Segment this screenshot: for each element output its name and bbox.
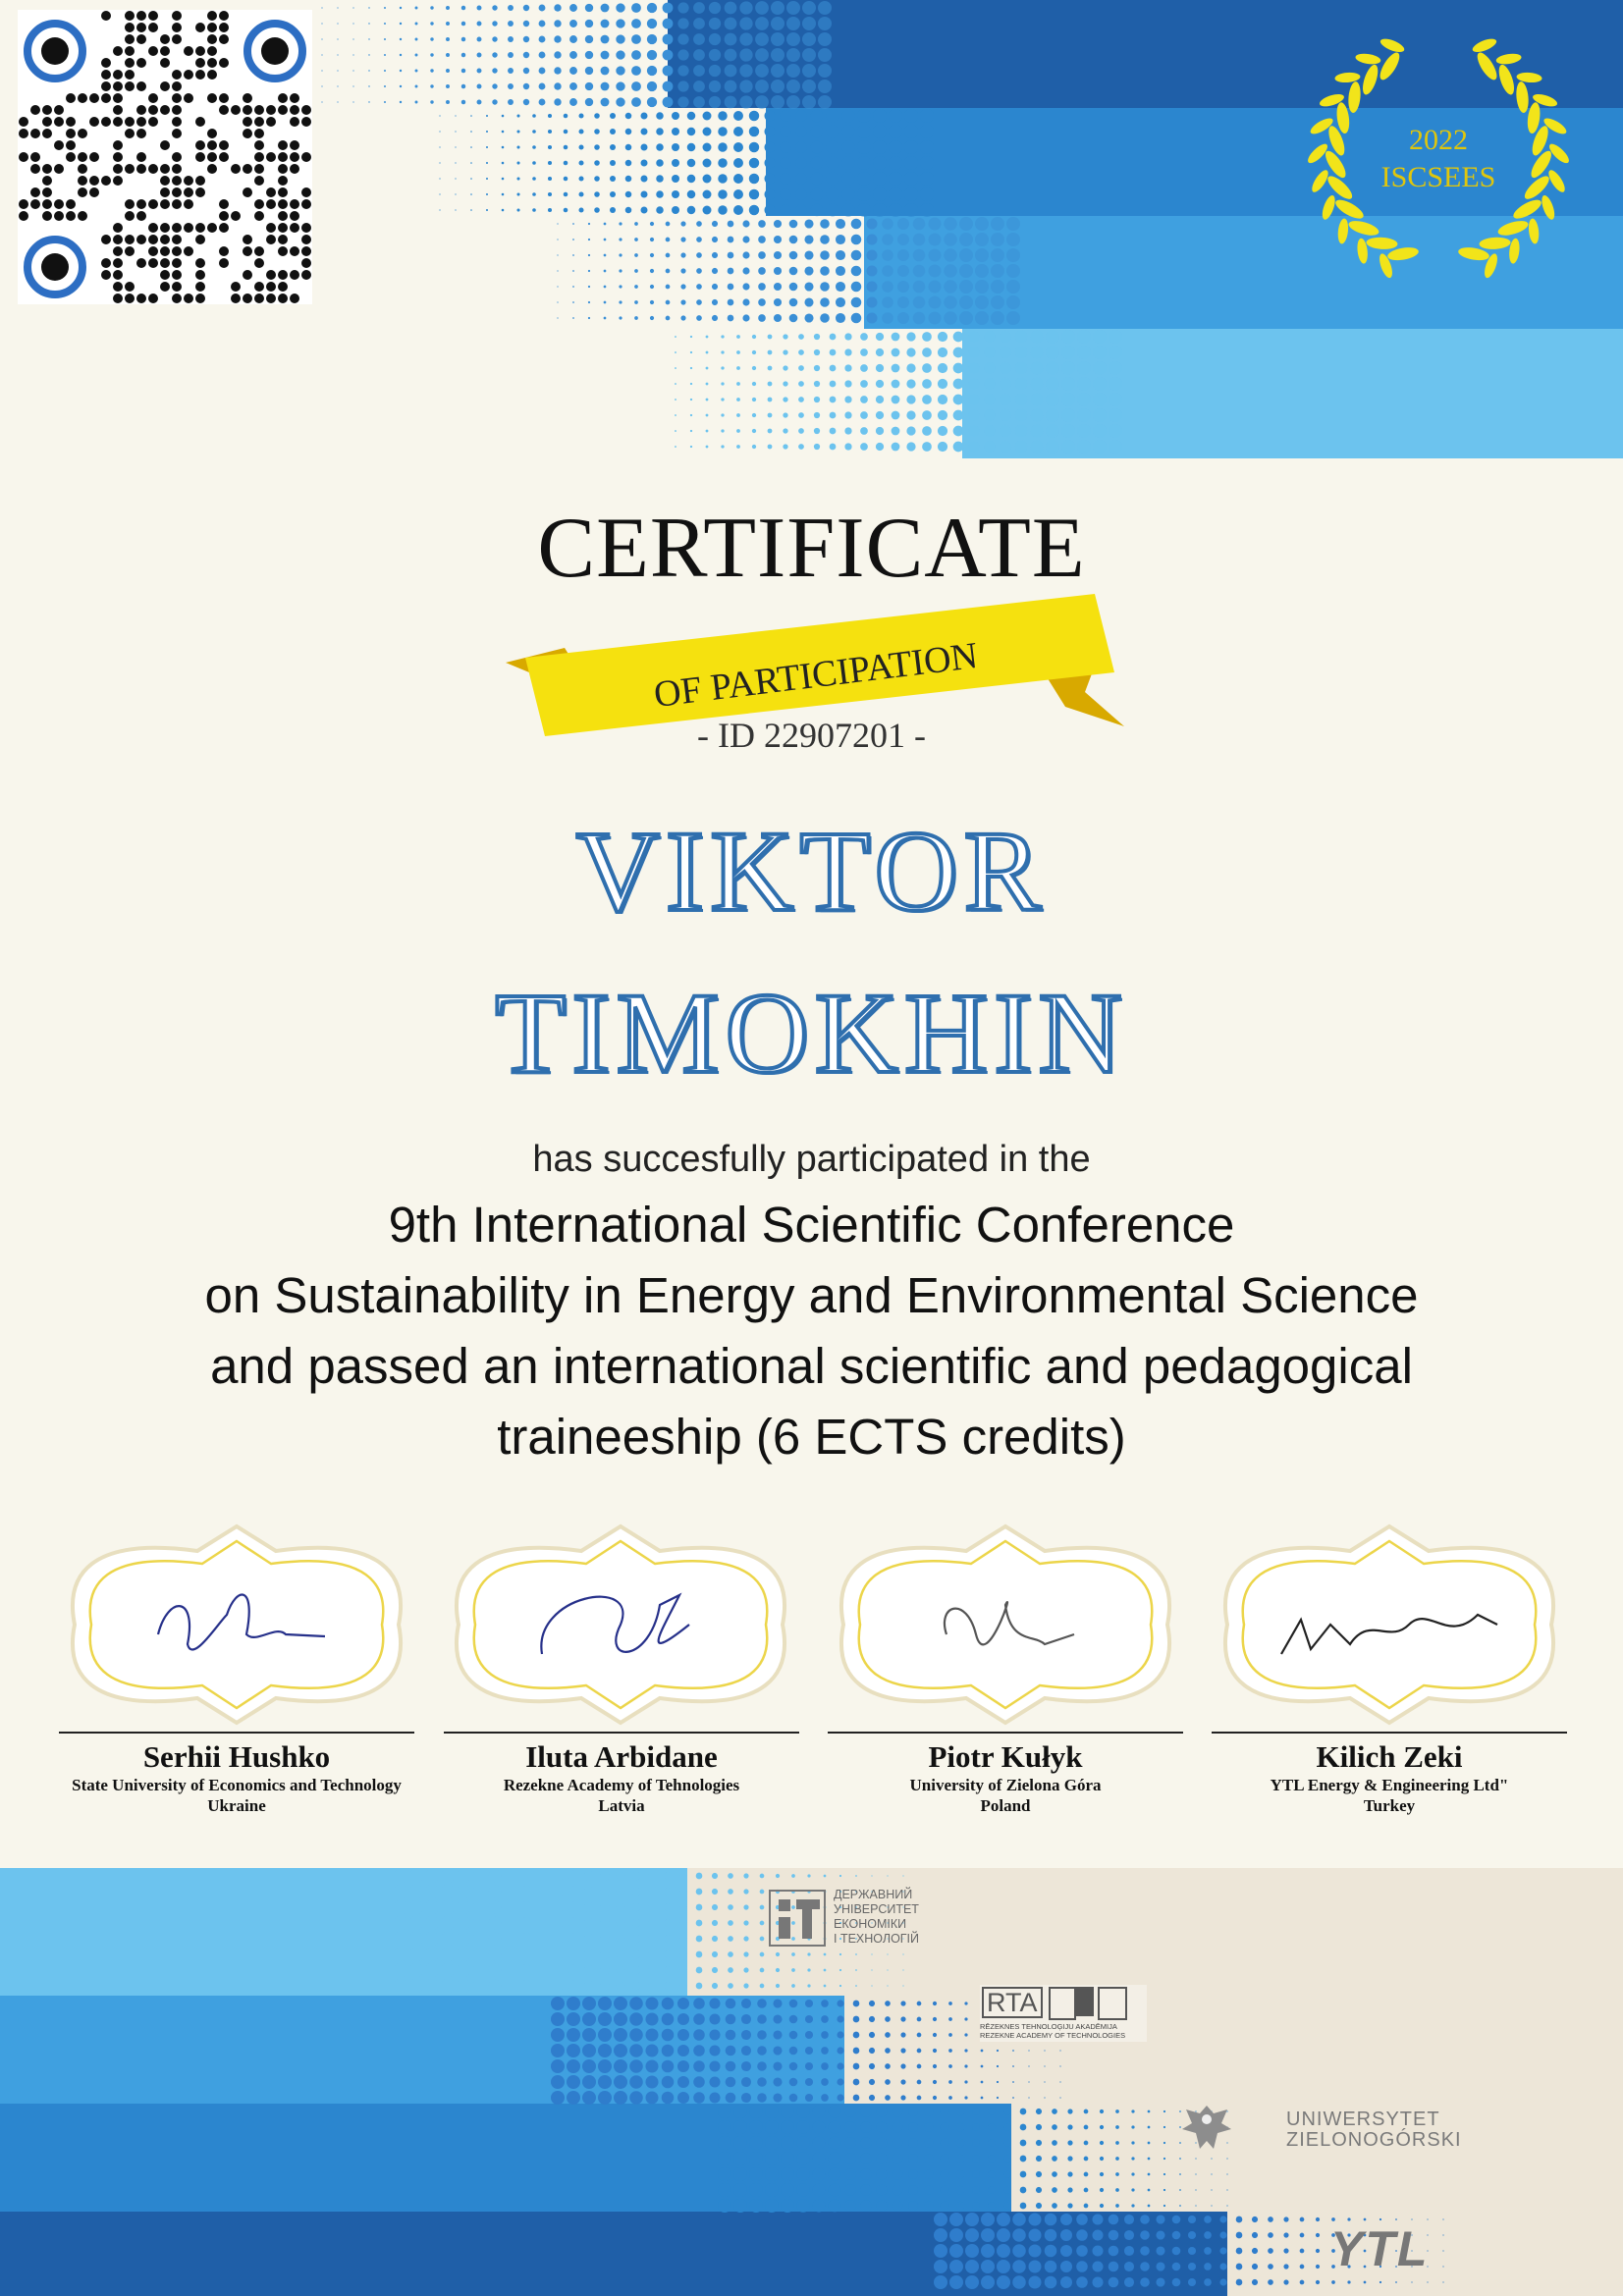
signatory-organization: State University of Economics and Technology bbox=[72, 1776, 402, 1794]
statement-line: traineeship (6 ECTS credits) bbox=[497, 1409, 1126, 1465]
signatory-organization: Rezekne Academy of Tehnologies bbox=[503, 1776, 740, 1794]
certificate-subtitle: OF PARTICIPATION bbox=[651, 634, 981, 716]
rta-logo-line: RĒZEKNES TEHNOLOĢIJU AKADĒMIJA bbox=[980, 2022, 1117, 2031]
seal-acronym: ISCSEES bbox=[1380, 161, 1496, 193]
qr-code-icon bbox=[18, 10, 312, 304]
signatory-organization: YTL Energy & Engineering Ltd" bbox=[1270, 1776, 1509, 1794]
rta-logo-line: REZEKNE ACADEMY OF TECHNOLOGIES bbox=[980, 2031, 1126, 2040]
rta-logo bbox=[980, 1985, 1147, 2042]
signatory-3 bbox=[828, 1732, 1183, 1816]
ytl-logo: YTL bbox=[1330, 2221, 1430, 2276]
recipient-last-name: TIMOKHIN bbox=[495, 969, 1128, 1097]
signatory-country: Turkey bbox=[1363, 1796, 1416, 1815]
signatory-2 bbox=[444, 1732, 799, 1816]
signatory-1 bbox=[59, 1732, 414, 1816]
signatory-name: Kilich Zeki bbox=[1316, 1739, 1463, 1774]
seal-year: 2022 bbox=[1409, 124, 1468, 156]
uz-logo-line: ZIELONOGÓRSKI bbox=[1286, 2129, 1462, 2151]
dueet-logo-line: ДЕРЖАВНИЙ bbox=[834, 1888, 913, 1901]
dueet-logo-line: ЕКОНОМІКИ bbox=[834, 1917, 907, 1931]
signatory-organization: University of Zielona Góra bbox=[909, 1776, 1102, 1794]
rta-block-icon bbox=[1076, 1987, 1094, 2016]
signatory-country: Latvia bbox=[598, 1796, 645, 1815]
participation-statement bbox=[0, 1190, 1623, 1472]
statement-line: on Sustainability in Energy and Environmental Science bbox=[204, 1267, 1419, 1323]
signatory-name: Piotr Kułyk bbox=[928, 1739, 1083, 1774]
statement-line: and passed an international scientific and pedagogical bbox=[210, 1338, 1413, 1394]
laurel-wreath-icon bbox=[1301, 20, 1596, 294]
dueet-logo-line: УНІВЕРСИТЕТ bbox=[834, 1902, 919, 1916]
university-eagle-icon bbox=[1178, 2098, 1235, 2155]
participation-intro: has succesfully participated in the bbox=[532, 1139, 1091, 1180]
signatory-country: Ukraine bbox=[207, 1796, 266, 1815]
rta-block-icon bbox=[1049, 1987, 1076, 2020]
certificate-title: CERTIFICATE bbox=[537, 501, 1086, 596]
statement-line: 9th International Scientific Conference bbox=[388, 1197, 1235, 1253]
rta-mark: RTA bbox=[982, 1987, 1043, 2018]
signatory-name: Iluta Arbidane bbox=[525, 1739, 718, 1774]
signatory-4 bbox=[1212, 1732, 1567, 1816]
recipient-first-name: VIKTOR bbox=[575, 807, 1048, 935]
certificate-id: - ID 22907201 - bbox=[697, 716, 926, 755]
signatory-country: Poland bbox=[980, 1796, 1031, 1815]
signature-frames bbox=[0, 1522, 1623, 1728]
rta-block-icon bbox=[1098, 1987, 1127, 2020]
dueet-logo-line: І ТЕХНОЛОГІЙ bbox=[834, 1932, 920, 1946]
dueet-mark-icon bbox=[769, 1890, 826, 1947]
uz-logo-line: UNIWERSYTET bbox=[1286, 2109, 1440, 2130]
signatory-name: Serhii Hushko bbox=[142, 1739, 331, 1774]
